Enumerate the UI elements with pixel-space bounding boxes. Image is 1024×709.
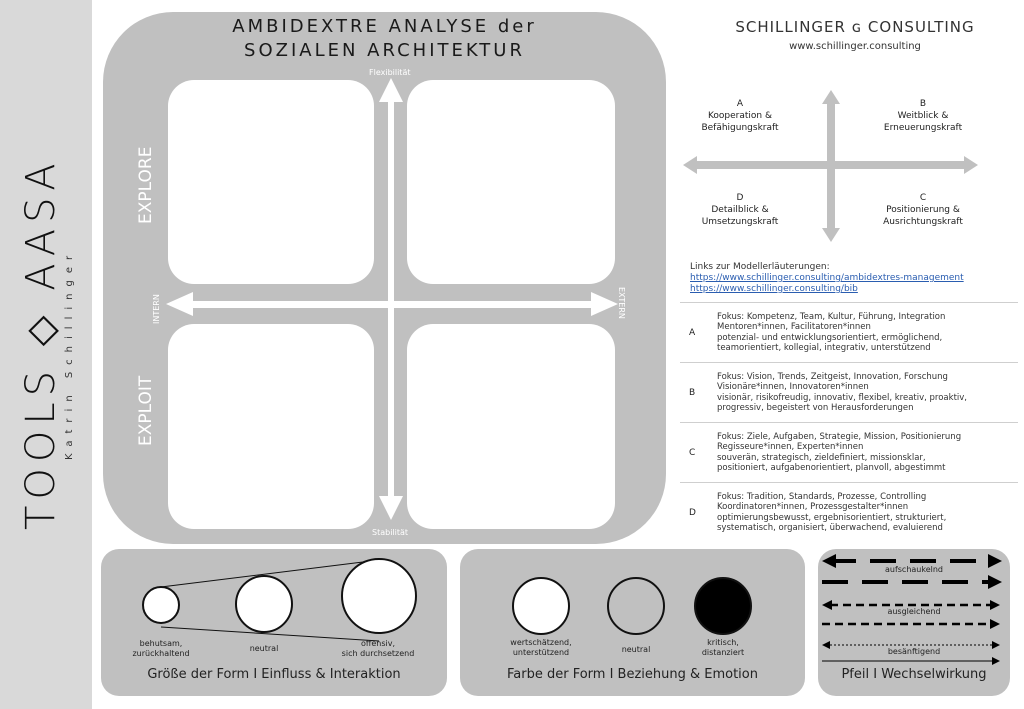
label-white: wertschätzend, unterstützend	[510, 638, 572, 657]
legend-row-d: D Fokus: Tradition, Standards, Prozesse, Controlling Koordinatoren*innen, Prozessgestalter*innen optimierungsbewusst, ergebnisorientiert, strukturiert, systematisch, organisiert, überwachend, evaluierend	[680, 482, 1018, 542]
axis-top-label: Flexibilität	[369, 68, 411, 77]
legend-table	[680, 302, 1018, 542]
brand-url[interactable]: www.schillinger.consulting	[789, 41, 921, 52]
tools-title: TOOLS ◇ AASA	[18, 157, 64, 530]
circle-neutral-icon	[607, 577, 665, 635]
matrix-axes-icon	[103, 12, 666, 544]
mini-quadrant-b: B Weitblick & Erneuerungskraft	[883, 99, 963, 133]
legend-row-a: A Fokus: Kompetenz, Team, Kultur, Führung, Integration Mentoren*innen, Facilitatoren*innen potenzial- und entwicklungsorientiert, ermöglichend, teamorientiert, kollegial, integrativ, unterstützend	[680, 302, 1018, 362]
circle-medium-icon	[235, 575, 293, 633]
panel-size	[101, 549, 447, 696]
circle-black-icon	[694, 577, 752, 635]
model-links	[690, 262, 964, 295]
label-balancing: ausgleichend	[887, 607, 941, 616]
circle-white-icon	[512, 577, 570, 635]
circle-small-icon	[142, 586, 180, 624]
row-label-explore: EXPLORE	[136, 146, 156, 224]
brand-name: SCHILLINGER ɢ CONSULTING	[735, 18, 975, 36]
title-line-1: AMBIDEXTRE ANALYSE der	[232, 16, 537, 37]
label-calming: besänftigend	[887, 647, 941, 656]
mini-quadrant-c: C Positionierung & Ausrichtungskraft	[883, 193, 963, 227]
label-large: offensiv, sich durchsetzend	[341, 639, 415, 658]
label-medium: neutral	[249, 644, 279, 653]
mini-quadrant-d: D Detailblick & Umsetzungskraft	[701, 193, 779, 227]
label-escalating: aufschaukelnd	[884, 565, 944, 574]
panel-size-title: Größe der Form I Einfluss & Interaktion	[147, 667, 401, 682]
panel-arrow-title: Pfeil I Wechselwirkung	[841, 667, 987, 682]
mini-quadrant-a: A Kooperation & Befähigungskraft	[701, 99, 779, 133]
axis-right-label: EXTERN	[617, 287, 626, 319]
label-neutral: neutral	[621, 645, 651, 654]
label-small: behutsam, zurückhaltend	[132, 639, 190, 658]
panel-color-title: Farbe der Form I Beziehung & Emotion	[506, 667, 758, 682]
links-heading: Links zur Modellerläuterungen:	[690, 262, 830, 272]
axis-left-label: INTERN	[152, 294, 161, 324]
title-line-2: SOZIALEN ARCHITEKTUR	[244, 40, 525, 61]
sidebar	[0, 0, 92, 709]
link-ambidextres-management[interactable]: https://www.schillinger.consulting/ambidextres-management	[690, 273, 964, 283]
legend-row-b: B Fokus: Vision, Trends, Zeitgeist, Innovation, Forschung Visionäre*innen, Innovatoren*innen visionär, risikofreudig, innovativ, flexibel, kreativ, proaktiv, progressiv, begeistert von Herausforderungen	[680, 362, 1018, 422]
author-name: Katrin Schillinger	[64, 248, 75, 460]
axis-bottom-label: Stabilität	[372, 528, 409, 537]
circle-large-icon	[341, 558, 417, 634]
label-black: kritisch, distanziert	[701, 638, 745, 657]
link-bib[interactable]: https://www.schillinger.consulting/bib	[690, 284, 858, 294]
legend-row-c: C Fokus: Ziele, Aufgaben, Strategie, Mission, Positionierung Regisseure*innen, Experten*innen souverän, strategisch, zieldefiniert, missionsklar, positioniert, aufgabenorientiert, planvoll, abgestimmt	[680, 422, 1018, 482]
row-label-exploit: EXPLOIT	[136, 375, 156, 446]
panel-color	[460, 549, 805, 696]
panel-arrow	[818, 549, 1010, 696]
